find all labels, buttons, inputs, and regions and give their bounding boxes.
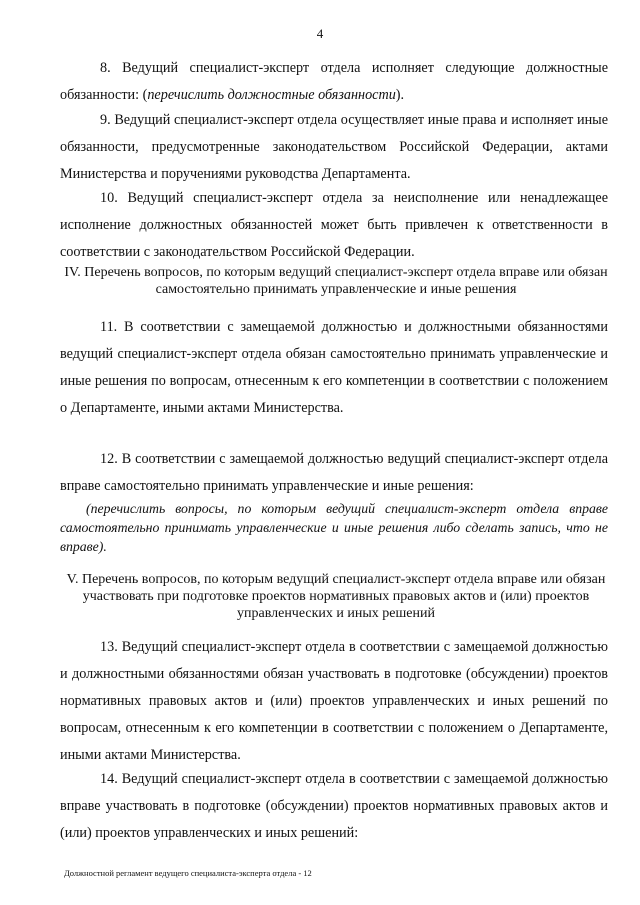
paragraph-9: 9. Ведущий специалист-эксперт отдела осуществляет иные права и исполняет иные обязанности, предусмотренные законодательством Российской Федерации, актами Министерства и поручениями руководства Департамента. <box>60 112 608 182</box>
paragraph-14: 14. Ведущий специалист-эксперт отдела в соответствии с замещаемой должностью вправе участвовать в подготовке (обсуждении) проектов нормативных правовых актов и (или) проектов управленческих и иных решений: <box>60 771 608 841</box>
paragraph-10: 10. Ведущий специалист-эксперт отдела за неисполнение или ненадлежащее исполнение должностных обязанностей может быть привлечен к ответственности в соответствии с законодательством Российской Федерации. <box>60 190 608 260</box>
paragraph-12: 12. В соответствии с замещаемой должностью ведущий специалист-эксперт отдела вправе самостоятельно принимать управленческие и иные решения: <box>60 451 608 494</box>
page-number: 4 <box>316 26 324 41</box>
section-heading-5: V. Перечень вопросов, по которым ведущий специалист-эксперт отдела вправе или обязан участвовать при подготовке проектов нормативных правовых актов и (или) проектов управленческих и иных решений <box>66 572 606 621</box>
paragraph-8-end: ). <box>395 87 405 103</box>
paragraph-8-italic: перечислить должностные обязанности <box>147 87 396 103</box>
paragraph-8-text: 8. Ведущий специалист-эксперт отдела исполняет следующие должностные обязанности: ( <box>60 60 608 103</box>
paragraph-11: 11. В соответствии с замещаемой должностью и должностными обязанностями ведущий специалист-эксперт отдела обязан самостоятельно принимать управленческие и иные решения по вопросам, отнесенным к его компетенции в соответствии с положением о Департаменте, иными актами Министерства. <box>60 319 608 416</box>
paragraph-8 <box>60 55 608 109</box>
section-heading-4: IV. Перечень вопросов, по которым ведущий специалист-эксперт отдела вправе или обязан самостоятельно принимать управленческие и иные решения <box>64 265 608 297</box>
paragraph-13: 13. Ведущий специалист-эксперт отдела в соответствии с замещаемой должностью и должностными обязанностями обязан участвовать в подготовке (обсуждении) проектов нормативных правовых актов и (или) проектов управленческих и иных решений по вопросам, отнесенным к его компетенции в соответствии с положением о Департаменте, иными актами Министерства. <box>60 639 608 763</box>
paragraph-12-note: (перечислить вопросы, по которым ведущий специалист-эксперт отдела вправе самостоятельно принимать управленческие и иные решения либо сделать запись, что не вправе). <box>60 501 608 554</box>
page-footer: Должностной регламент ведущего специалиста-эксперта отдела - 12 <box>64 868 312 878</box>
